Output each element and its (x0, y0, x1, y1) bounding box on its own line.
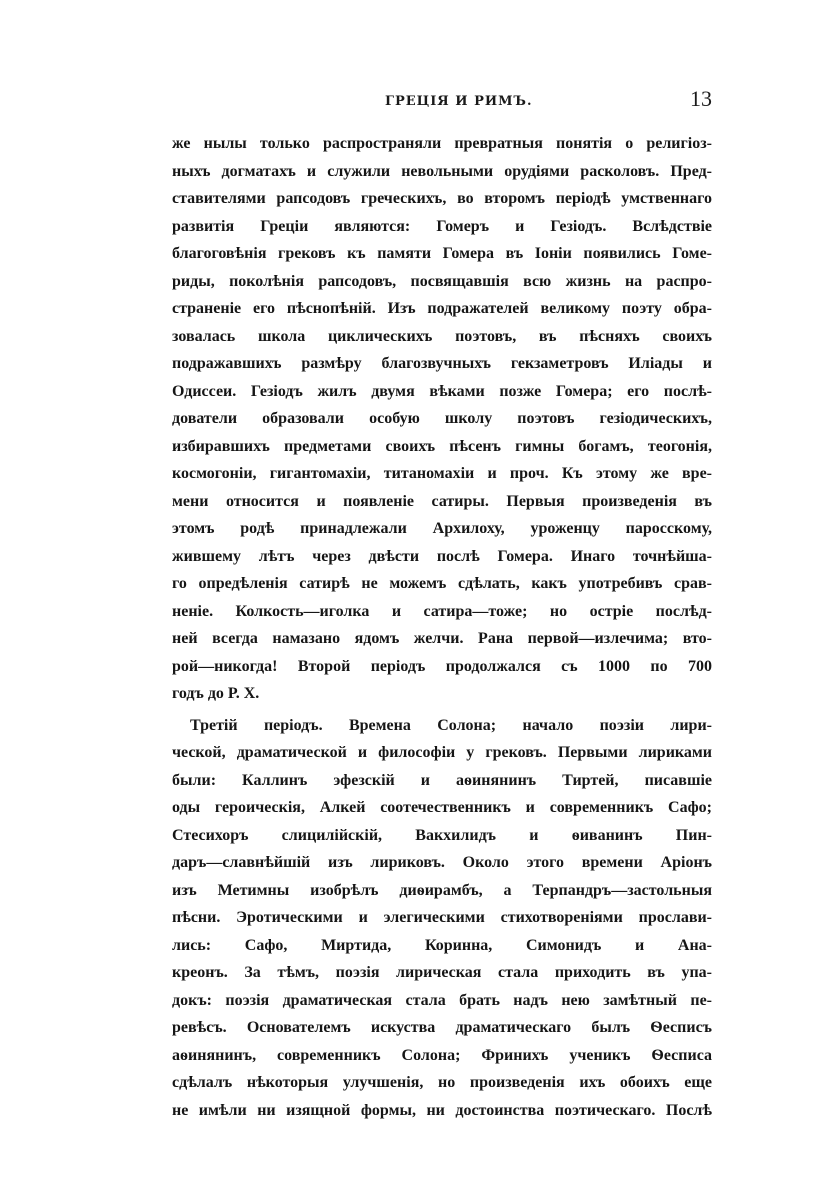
running-head: ГРЕЦІЯ И РИМЪ. (385, 94, 533, 109)
text-line: развитія Греціи являются: Гомеръ и Гезіодъ. Вслѣдствіе (172, 217, 712, 235)
text-line: рой—никогда! Второй періодъ продолжался съ 1000 по 700 (172, 657, 712, 675)
text-line: Третій періодъ. Времена Солона; начало поэзіи лири- (190, 716, 712, 734)
page-number: 13 (690, 86, 712, 111)
text-line: го опредѣленія сатирѣ не можемъ сдѣлать, какъ употребивъ срав- (172, 575, 712, 592)
text-line: дователи образовали особую школу поэтовъ гезіодическихъ, (172, 410, 712, 427)
text-line: жившему лѣтъ через двѣсти послѣ Гомера. Инаго точнѣйша- (172, 547, 712, 565)
text-line: зовалась школа циклическихъ поэтовъ, въ пѣсняхъ своихъ (172, 327, 712, 345)
text-line: лись: Сафо, Миртида, Коринна, Симонидъ и Ана- (172, 936, 712, 954)
text-line: сдѣлалъ нѣкоторыя улучшенія, но произведенія ихъ обоихъ еще (172, 1074, 712, 1091)
text-line: ныхъ догматахъ и служили невольными орудіями расколовъ. Пред- (172, 162, 712, 180)
text-line: благоговѣнія грековъ къ памяти Гомера въ Іоніи появились Гоме- (172, 245, 712, 262)
text-line: годъ до Р. Х. (172, 685, 260, 702)
text-line: неніе. Колкость—иголка и сатира—тоже; но остріе послѣд- (172, 602, 712, 620)
text-line: избиравшихъ предметами своихъ пѣсенъ гимны богамъ, теогонія, (172, 437, 712, 455)
text-line: ревѣсъ. Основателемъ искуства драматическаго былъ Ѳесписъ (172, 1019, 712, 1036)
text-line: риды, поколѣнія рапсодовъ, посвящавшія всю жизнь на распро- (172, 272, 712, 290)
text-line: ставителями рапсодовъ греческихъ, во второмъ періодѣ умственнаго (172, 190, 712, 207)
text-line: были: Каллинъ эфезскій и аѳинянинъ Тиртей, писавшіе (172, 771, 712, 789)
text-line: Стесихоръ слицилійскій, Вакхилидъ и ѳиванинъ Пин- (172, 826, 712, 844)
text-line: даръ—славнѣйшій изъ лириковъ. Около этого времени Аріонъ (172, 854, 712, 871)
body-text (172, 130, 712, 1124)
text-line: аѳинянинъ, современникъ Солона; Фринихъ ученикъ Ѳесписа (172, 1046, 712, 1064)
text-line: этомъ родѣ принадлежали Архилоху, уроженцу паросскому, (172, 520, 712, 537)
text-line: ческой, драматической и философіи у грековъ. Первыми лириками (172, 744, 712, 761)
text-line: не имѣли ни изящной формы, ни достоинства поэтическаго. Послѣ (172, 1101, 712, 1119)
text-line: подражавшихъ размѣру благозвучныхъ гекзаметровъ Иліады и (172, 355, 712, 372)
text-line: космогоніи, гигантомахіи, титаномахіи и проч. Къ этому же вре- (172, 465, 712, 482)
text-line: креонъ. За тѣмъ, поэзія лирическая стала приходить въ упа- (172, 964, 712, 981)
text-line: же нылы только распространяли превратныя понятія о религіоз- (172, 135, 712, 152)
paragraph-2 (172, 712, 712, 1125)
paragraph-1 (172, 130, 712, 708)
text-line: страненіе его пѣснопѣній. Изъ подражателей великому поэту обра- (172, 300, 712, 317)
text-line: Одиссеи. Гезіодъ жилъ двумя вѣками позже Гомера; его послѣ- (172, 382, 712, 400)
text-line: пѣсни. Эротическими и элегическими стихотвореніями прослави- (172, 909, 712, 926)
text-line: докъ: поэзія драматическая стала брать надъ нею замѣтный пе- (172, 991, 712, 1009)
text-line: изъ Метимны изобрѣлъ диѳирамбъ, а Терпандръ—застольныя (172, 881, 712, 899)
text-line: мени относится и появленіе сатиры. Первыя произведенія въ (172, 492, 712, 510)
text-line: ней всегда намазано ядомъ желчи. Рана первой—излечима; вто- (172, 630, 712, 647)
text-line: оды героическія, Алкей соотечественникъ и современникъ Сафо; (172, 799, 712, 816)
